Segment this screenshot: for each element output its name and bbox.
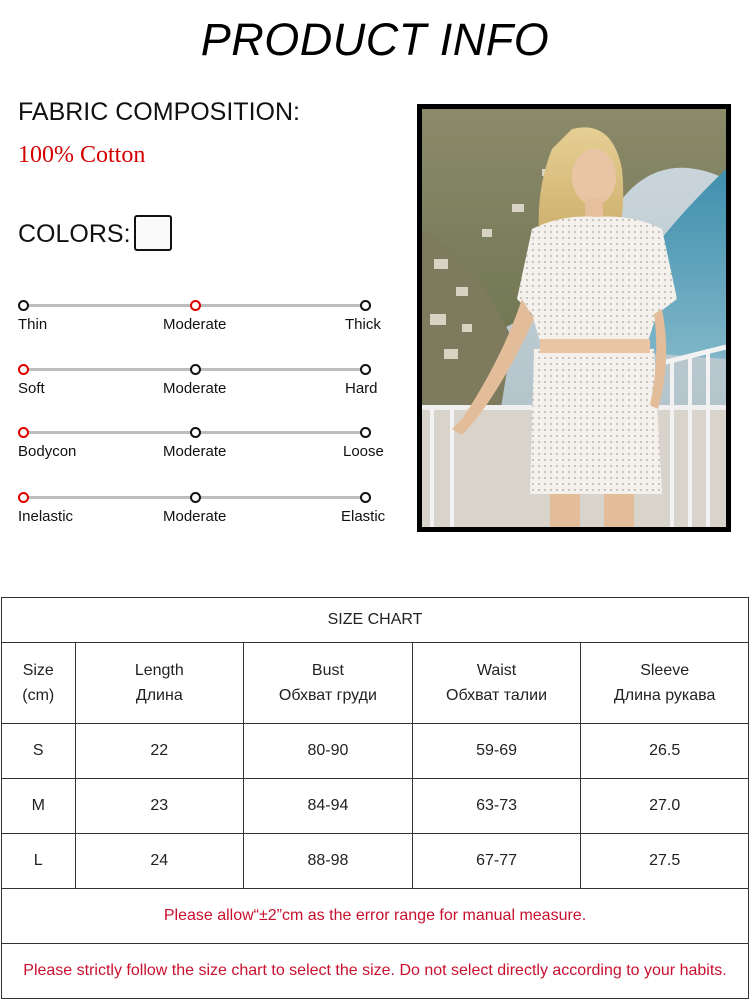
scale-label: Hard	[345, 380, 378, 397]
scale-label: Moderate	[163, 443, 227, 460]
measurement-cell: 27.5	[581, 834, 749, 889]
scale-dot	[190, 427, 201, 438]
scale-label: Moderate	[163, 380, 227, 397]
header-label: Length	[134, 662, 184, 679]
size-chart-table	[1, 597, 749, 999]
header-sublabel: Обхват груди	[278, 687, 377, 704]
size-selection-note: Please strictly follow the size chart to select the size. Do not select directly according to your habits.	[2, 944, 749, 999]
scale-elasticity	[18, 490, 388, 536]
size-cell: S	[2, 724, 76, 779]
header-label: Size	[22, 662, 54, 679]
scale-dot	[360, 492, 371, 503]
header-label: Bust	[311, 662, 344, 679]
scale-label: Thick	[345, 316, 381, 333]
header-cell	[412, 643, 581, 724]
scale-label: Soft	[18, 380, 45, 397]
page-title: PRODUCT INFO	[200, 14, 550, 65]
scale-label: Bodycon	[18, 443, 77, 460]
header-cell	[581, 643, 749, 724]
scale-label: Loose	[343, 443, 384, 460]
scale-fit	[18, 425, 388, 471]
scale-label: Thin	[18, 316, 48, 333]
model-photo-illustration	[422, 109, 726, 527]
header-sublabel: (cm)	[22, 687, 55, 704]
header-cell	[2, 643, 76, 724]
measurement-cell: 26.5	[581, 724, 749, 779]
measurement-cell: 88-98	[244, 834, 413, 889]
scale-dot-selected	[190, 300, 201, 311]
table-row	[2, 834, 749, 889]
scale-dot-selected	[18, 492, 29, 503]
measurement-cell: 84-94	[244, 779, 413, 834]
fabric-composition-label: FABRIC COMPOSITION:	[18, 98, 300, 126]
measurement-cell: 24	[75, 834, 244, 889]
scale-label: Inelastic	[18, 508, 74, 525]
measurement-cell: 59-69	[412, 724, 581, 779]
header-cell	[75, 643, 244, 724]
size-chart-header-row	[2, 643, 749, 724]
table-row	[2, 779, 749, 834]
fabric-composition-value: 100% Cotton	[18, 142, 146, 168]
scale-dot	[190, 492, 201, 503]
product-photo	[417, 104, 731, 532]
scale-label: Moderate	[163, 316, 227, 333]
scale-dot	[360, 427, 371, 438]
scale-label: Moderate	[163, 508, 227, 525]
size-cell: L	[2, 834, 76, 889]
header-sublabel: Длина рукава	[613, 687, 716, 704]
scale-dot-selected	[18, 427, 29, 438]
header-label: Sleeve	[640, 662, 690, 679]
scale-softness	[18, 362, 388, 408]
colors-label: COLORS:	[18, 220, 131, 248]
scale-dot-selected	[18, 364, 29, 375]
header-cell	[244, 643, 413, 724]
measurement-cell: 22	[75, 724, 244, 779]
size-chart-title: SIZE CHART	[2, 598, 749, 643]
size-cell: M	[2, 779, 76, 834]
color-swatch[interactable]	[134, 215, 172, 251]
scale-dot	[18, 300, 29, 311]
measurement-cell: 80-90	[244, 724, 413, 779]
measurement-cell: 67-77	[412, 834, 581, 889]
scale-dot	[360, 364, 371, 375]
measurement-cell: 63-73	[412, 779, 581, 834]
scale-dot	[190, 364, 201, 375]
header-label: Waist	[476, 662, 517, 679]
scale-label: Elastic	[341, 508, 386, 525]
header-sublabel: Длина	[135, 687, 183, 704]
header-sublabel: Обхват талии	[446, 687, 548, 704]
scale-dot	[360, 300, 371, 311]
table-row	[2, 724, 749, 779]
measure-error-note: Please allow“±2”cm as the error range for manual measure.	[2, 889, 749, 944]
scale-thickness	[18, 298, 388, 344]
measurement-cell: 23	[75, 779, 244, 834]
measurement-cell: 27.0	[581, 779, 749, 834]
